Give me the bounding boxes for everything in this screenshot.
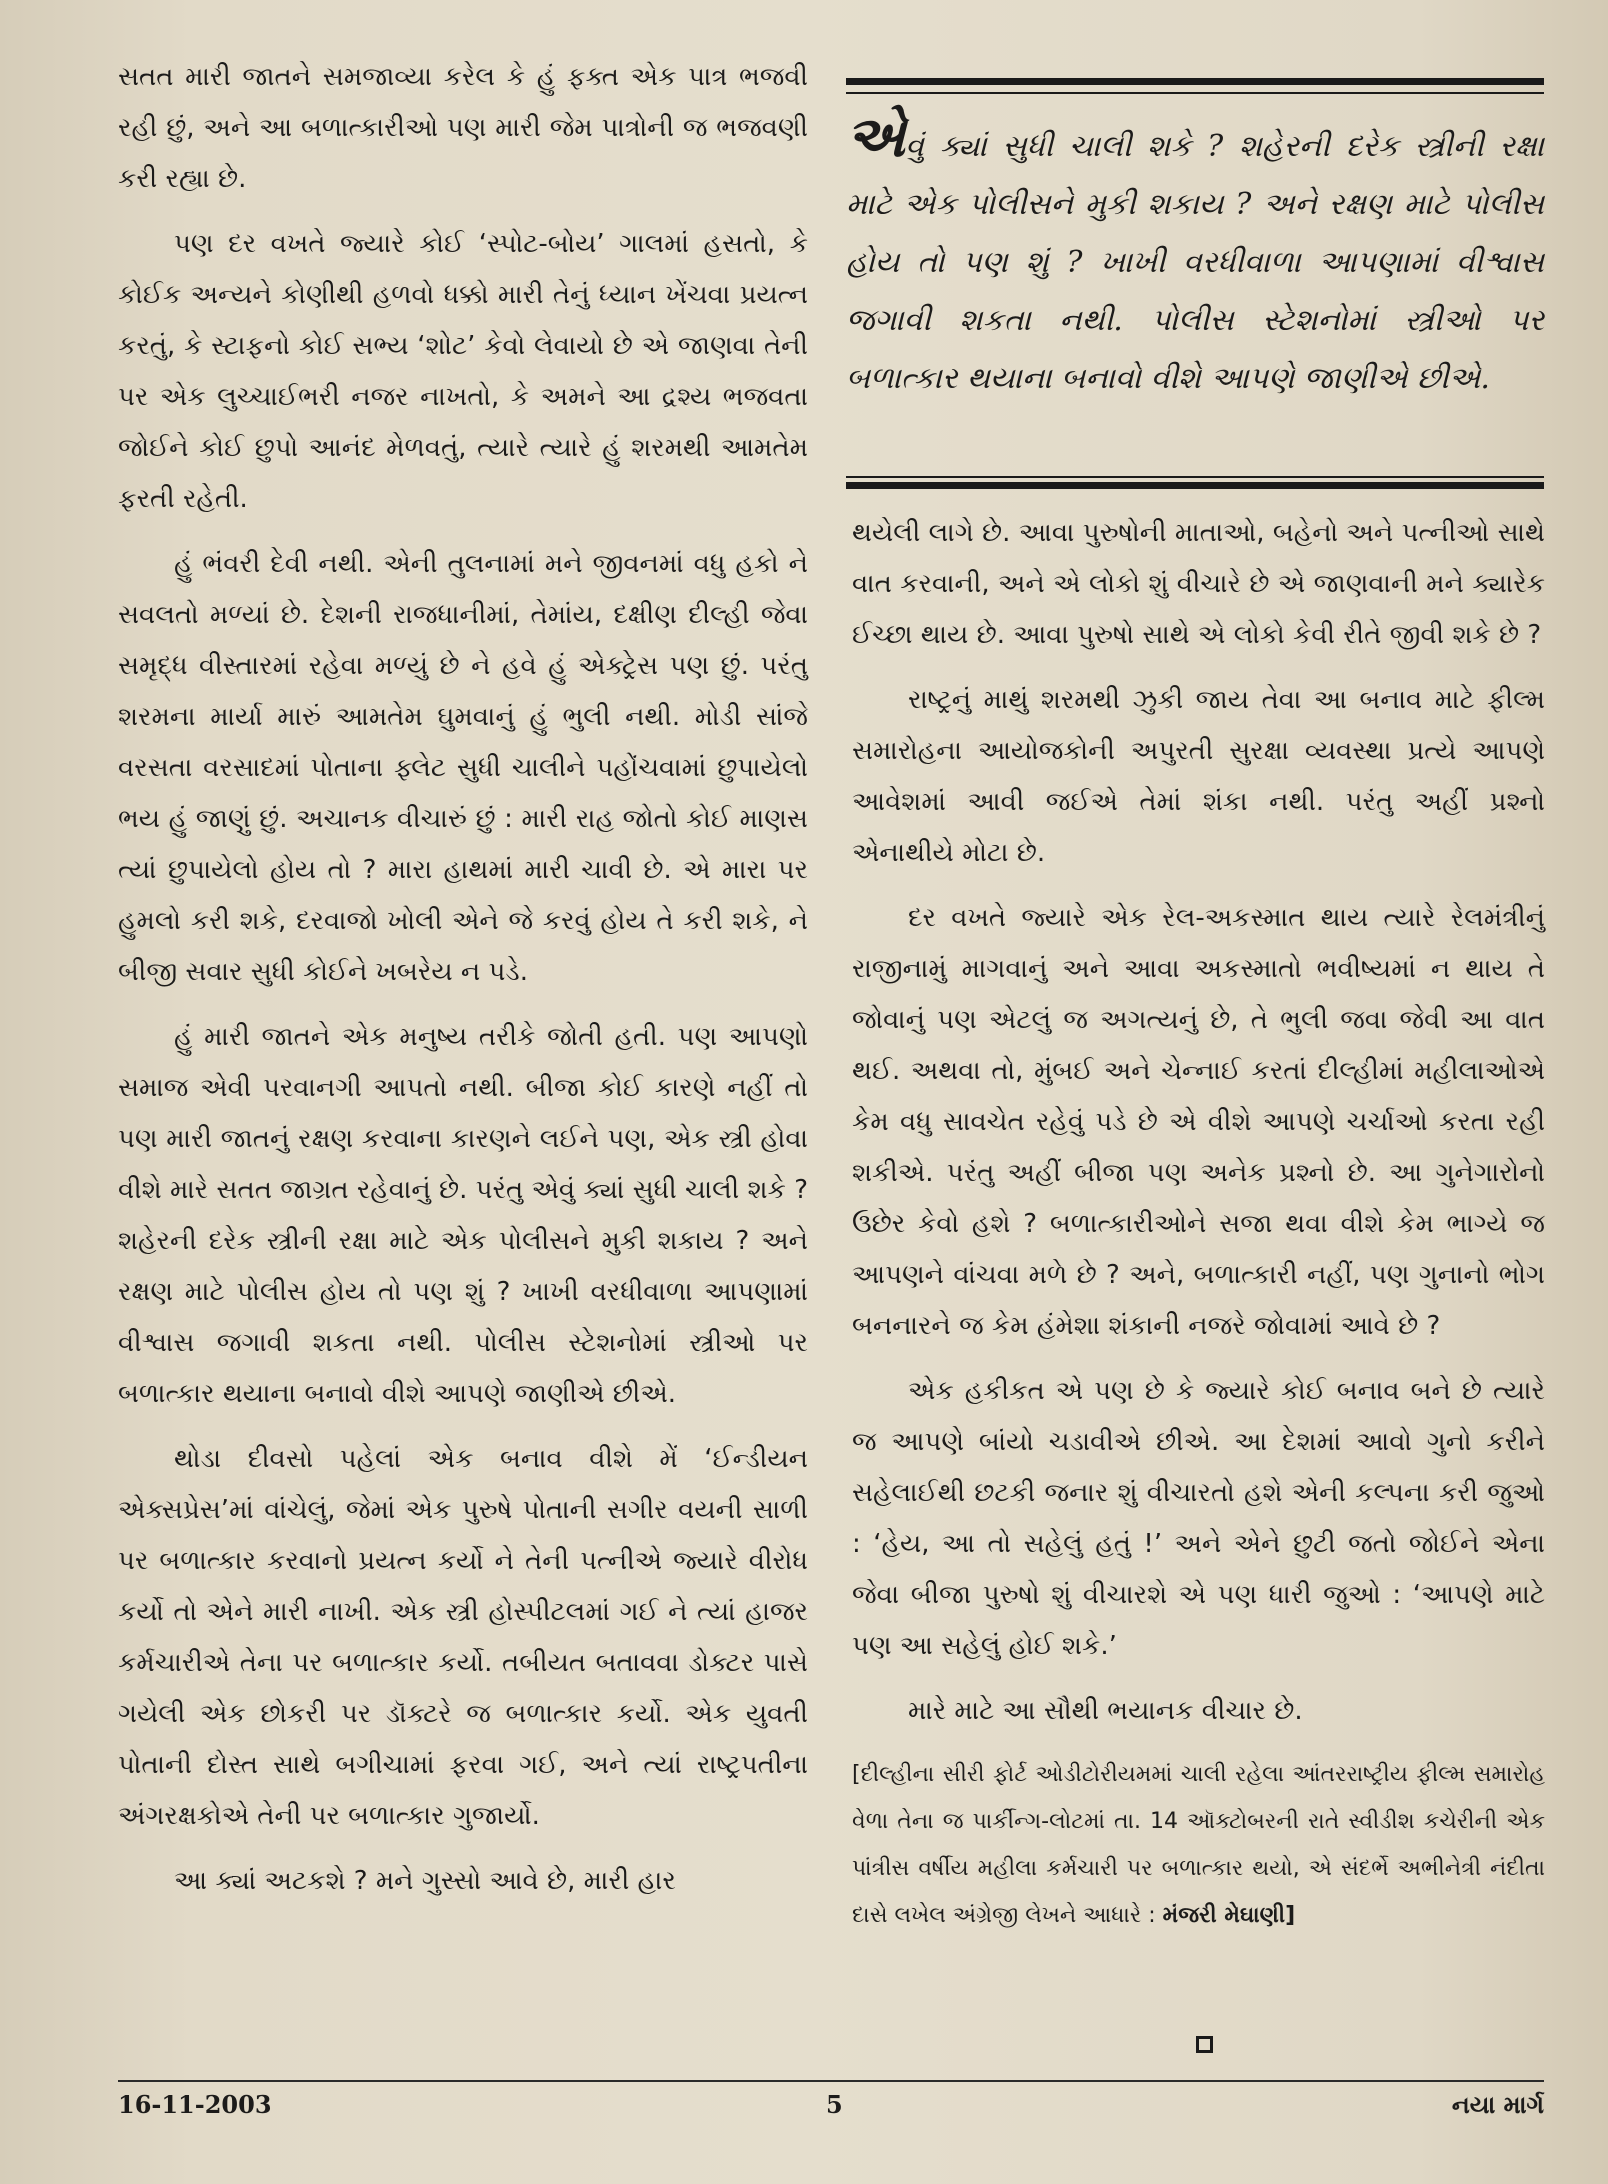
quote-bottom-rule-thin (846, 476, 1544, 478)
footer-rule (118, 2080, 1544, 2082)
paragraph: દર વખતે જ્યારે એક રેલ-અકસ્માત થાય ત્યારે રેલમંત્રીનું રાજીનામું માગવાનું અને આવા અકસ્માતો ભવીષ્યમાં ન થાય તે જોવાનું પણ એટલું જ અગત્યનું છે, તે ભુલી જવા જેવી આ વાત થઈ. અથવા તો, મુંબઈ અને ચેન્નાઈ કરતાં દીલ્હીમાં મહીલાઓએ કેમ વધુ સાવચેત રહેવું પડે છે એ વીશે આપણે ચર્ચાઓ કરતા રહી શકીએ. પરંતુ અહીં બીજા પણ અનેક પ્રશ્નો છે. આ ગુનેગારોનો ઉછેર કેવો હશે ? બળાત્કારીઓને સજા થવા વીશે કેમ ભાગ્યે જ આપણને વાંચવા મળે છે ? અને, બળાત્કારી નહીં, પણ ગુનાનો ભોગ બનનારને જ કેમ હંમેશા શંકાની નજરે જોવામાં આવે છે ? (852, 903, 1545, 1341)
paragraph: રાષ્ટ્રનું માથું શરમથી ઝુકી જાય તેવા આ બનાવ માટે ફીલ્મ સમારોહના આયોજકોની અપુરતી સુરક્ષા વ્યવસ્થા પ્રત્યે આપણે આવેશમાં આવી જઈએ તેમાં શંકા નથી. પરંતુ અહીં પ્રશ્નો એનાથીયે મોટા છે. (852, 685, 1545, 868)
quote-top-rule-thin (846, 92, 1544, 94)
pull-quote (846, 104, 1544, 408)
pull-quote-text: વું ક્યાં સુધી ચાલી શકે ? શહેરની દરેક સ્ત્રીની રક્ષા માટે એક પોલીસને મુકી શકાય ? અને રક્ષણ માટે પોલીસ હોય તો પણ શું ? ખાખી વરધીવાળા આપણામાં વીશ્વાસ જગાવી શકતા નથી. પોલીસ સ્ટેશનોમાં સ્ત્રીઓ પર બળાત્કાર થયાના બનાવો વીશે આપણે જાણીએ છીએ. (846, 129, 1544, 396)
footer-date: 16-11-2003 (118, 2090, 272, 2119)
paragraph: એક હકીકત એ પણ છે કે જ્યારે કોઈ બનાવ બને છે ત્યારે જ આપણે બાંયો ચડાવીએ છીએ. આ દેશમાં આવો ગુનો કરીને સહેલાઈથી છટકી જનાર શું વીચારતો હશે એની કલ્પના કરી જુઓ : ‘હેય, આ તો સહેલું હતું !’ અને એને છુટી જતો જોઈને એના જેવા બીજા પુરુષો શું વીચારશે એ પણ ધારી જુઓ : ‘આપણે માટે પણ આ સહેલું હોઈ શકે.’ (852, 1376, 1545, 1661)
right-column (852, 508, 1545, 1953)
paragraph: હું ભંવરી દેવી નથી. એની તુલનામાં મને જીવનમાં વધુ હકો ને સવલતો મળ્યાં છે. દેશની રાજધાનીમાં, તેમાંય, દક્ષીણ દીલ્હી જેવા સમૃદ્ધ વીસ્તારમાં રહેવા મળ્યું છે ને હવે હું એક્ટ્રેસ પણ છું. પરંતુ શરમના માર્યા મારું આમતેમ ઘુમવાનું હું ભુલી નથી. મોડી સાંજે વરસતા વરસાદમાં પોતાના ફ્લેટ સુધી ચાલીને પહોંચવામાં છુપાયેલો ભય હું જાણું છું. અચાનક વીચારું છું : મારી રાહ જોતો કોઈ માણસ ત્યાં છુપાયેલો હોય તો ? મારા હાથમાં મારી ચાવી છે. એ મારા પર હુમલો કરી શકે, દરવાજો ખોલી એને જે કરવું હોય તે કરી શકે, ને બીજી સવાર સુધી કોઈને ખબરેય ન પડે. (118, 549, 808, 987)
paragraph: થયેલી લાગે છે. આવા પુરુષોની માતાઓ, બહેનો અને પત્નીઓ સાથે વાત કરવાની, અને એ લોકો શું વીચારે છે એ જાણવાની મને ક્યારેક ઈચ્છા થાય છે. આવા પુરુષો સાથે એ લોકો કેવી રીતે જીવી શકે છે ? (852, 518, 1545, 650)
paragraph: હું મારી જાતને એક મનુષ્ય તરીકે જોતી હતી. પણ આપણો સમાજ એવી પરવાનગી આપતો નથી. બીજા કોઈ કારણે નહીં તો પણ મારી જાતનું રક્ષણ કરવાના કારણને લઈને પણ, એક સ્ત્રી હોવા વીશે મારે સતત જાગ્રત રહેવાનું છે. પરંતુ એવું ક્યાં સુધી ચાલી શકે ? શહેરની દરેક સ્ત્રીની રક્ષા માટે એક પોલીસને મુકી શકાય ? અને રક્ષણ માટે પોલીસ હોય તો પણ શું ? ખાખી વરધીવાળા આપણામાં વીશ્વાસ જગાવી શકતા નથી. પોલીસ સ્ટેશનોમાં સ્ત્રીઓ પર બળાત્કાર થયાના બનાવો વીશે આપણે જાણીએ છીએ. (118, 1022, 808, 1409)
left-column (118, 52, 808, 1921)
end-of-article-square-icon (1196, 2036, 1213, 2053)
paragraph: આ ક્યાં અટકશે ? મને ગુસ્સો આવે છે, મારી હાર (174, 1866, 676, 1896)
source-note (852, 1751, 1545, 1939)
paragraph: પણ દર વખતે જ્યારે કોઈ ‘સ્પોટ-બોય’ ગાલમાં હસતો, કે કોઈક અન્યને કોણીથી હળવો ધક્કો મારી તેનું ધ્યાન ખેંચવા પ્રયત્ન કરતું, કે સ્ટાફનો કોઈ સભ્ય ‘શોટ’ કેવો લેવાયો છે એ જાણવા તેની પર એક લુચ્ચાઈભરી નજર નાખતો, કે અમને આ દ્રશ્ય ભજવતા જોઈને કોઈ છુપો આનંદ મેળવતું, ત્યારે ત્યારે હું શરમથી આમતેમ ફરતી રહેતી. (118, 229, 808, 514)
paragraph: મારે માટે આ સૌથી ભયાનક વીચાર છે. (908, 1696, 1303, 1726)
footer-page-number: 5 (826, 2090, 843, 2119)
pull-quote-dropcap: એ (846, 104, 906, 170)
quote-bottom-rule (846, 482, 1544, 489)
quote-top-rule (846, 78, 1544, 85)
source-note-text: [દીલ્હીના સીરી ફોર્ટ ઓડીટોરીયમમાં ચાલી રહેલા આંતરરાષ્ટ્રીય ફીલ્મ સમારોહ વેળા તેના જ પાર્કીન્ગ-લોટમાં તા. 14 ઑક્ટોબરની રાતે સ્વીડીશ કચેરીની એક પાંત્રીસ વર્ષીય મહીલા કર્મચારી પર બળાત્કાર થયો, એ સંદર્ભે અભીનેત્રી નંદીતા દાસે લખેલ અંગ્રેજી લેખને આધારે : (852, 1762, 1545, 1928)
paragraph: થોડા દીવસો પહેલાં એક બનાવ વીશે મેં ‘ઈન્ડીયન એક્સપ્રેસ’માં વાંચેલું, જેમાં એક પુરુષે પોતાની સગીર વયની સાળી પર બળાત્કાર કરવાનો પ્રયત્ન કર્યો ને તેની પત્નીએ જ્યારે વીરોધ કર્યો તો એને મારી નાખી. એક સ્ત્રી હોસ્પીટલમાં ગઈ ને ત્યાં હાજર કર્મચારીએ તેના પર બળાત્કાર કર્યો. તબીયત બતાવવા ડોક્ટર પાસે ગયેલી એક છોકરી પર ડૉક્ટરે જ બળાત્કાર કર્યો. એક યુવતી પોતાની દોસ્ત સાથે બગીચામાં ફરવા ગઈ, અને ત્યાં રાષ્ટ્રપતીના અંગરક્ષકોએ તેની પર બળાત્કાર ગુજાર્યો. (118, 1444, 808, 1831)
footer-magazine-name: નયા માર્ગ (1451, 2090, 1544, 2119)
source-note-author: મંજરી મેઘાણી] (1162, 1903, 1296, 1928)
paragraph: સતત મારી જાતને સમજાવ્યા કરેલ કે હું ફક્ત એક પાત્ર ભજવી રહી છું, અને આ બળાત્કારીઓ પણ મારી જેમ પાત્રોની જ ભજવણી કરી રહ્યા છે. (118, 62, 808, 194)
